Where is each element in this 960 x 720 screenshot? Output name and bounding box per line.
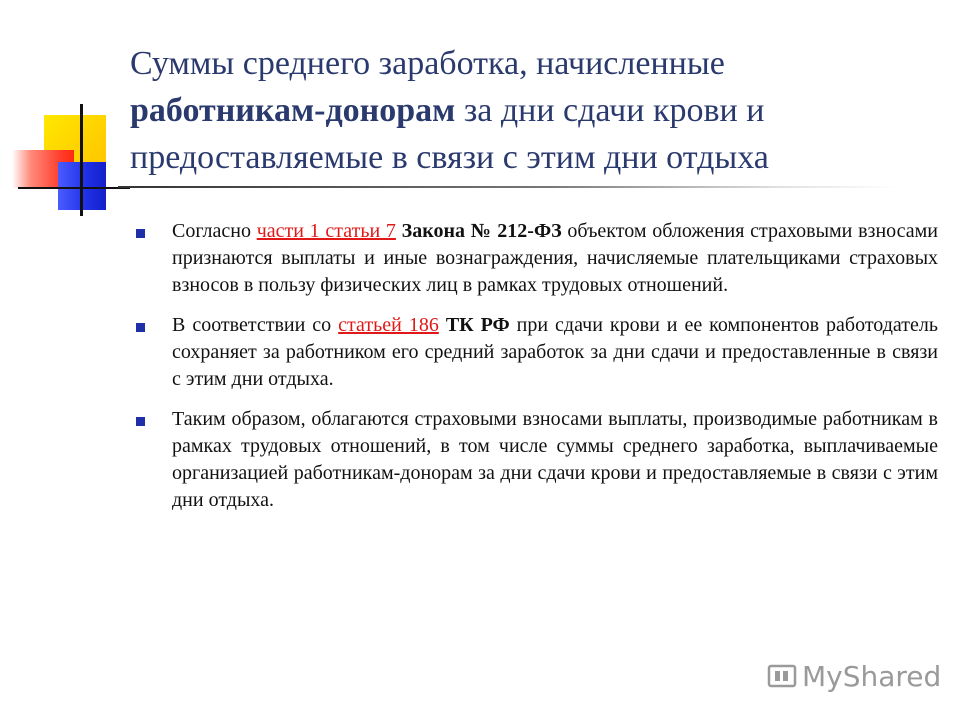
link-article186[interactable]: статьей 186 [338, 314, 439, 336]
slide-title [130, 40, 890, 181]
title-text-1: Суммы среднего заработка, начисленные [130, 45, 725, 82]
title-underline [118, 186, 898, 188]
bullet-text: Согласно [172, 220, 257, 242]
bullet-text: В соответствии со [172, 314, 339, 336]
bullet-text: при сдачи крови и ее компонентов работодатель сохраняет за работником его средний заработок за дни сдачи и предоставленные в связи с этим дни отдыха. [172, 314, 938, 390]
watermark-text: MyShared [802, 659, 942, 693]
horizontal-line [18, 187, 130, 189]
bullet-item [130, 218, 938, 299]
title-text-2: за дни сдачи крови и предоставляемые в связи с этим дни отдыха [130, 92, 769, 176]
bullet-marker [136, 323, 145, 332]
watermark [766, 656, 941, 696]
bullet-item [130, 312, 938, 393]
title-bold: работникам-донорам [130, 92, 456, 129]
bullet-marker [136, 229, 145, 238]
myshared-logo-icon [766, 660, 798, 692]
link-part1-article7[interactable]: части 1 статьи 7 [256, 220, 396, 242]
bullet-text: объектом обложения страховыми взносами признаются выплаты и иные вознаграждения, начисляемые плательщиками страховых взносов в пользу физических лиц в рамках трудовых отношений. [172, 220, 939, 296]
bullet-marker [136, 417, 145, 426]
bullet-item [130, 406, 938, 514]
law-reference: Закона № 212-ФЗ [401, 220, 562, 242]
decorative-blocks [0, 0, 130, 230]
vertical-line [80, 104, 83, 216]
slide-body [130, 218, 938, 527]
bullet-text: Таким образом, облагаются страховыми взносами выплаты, производимые работникам в рамках трудовых отношений, в том числе суммы среднего заработка, выплачиваемые организацией работникам-донорам за дни сдачи крови и предоставляемые в связи с этим дни отдыха. [172, 408, 938, 511]
bullet-text [439, 314, 446, 336]
code-reference: ТК РФ [445, 314, 510, 336]
